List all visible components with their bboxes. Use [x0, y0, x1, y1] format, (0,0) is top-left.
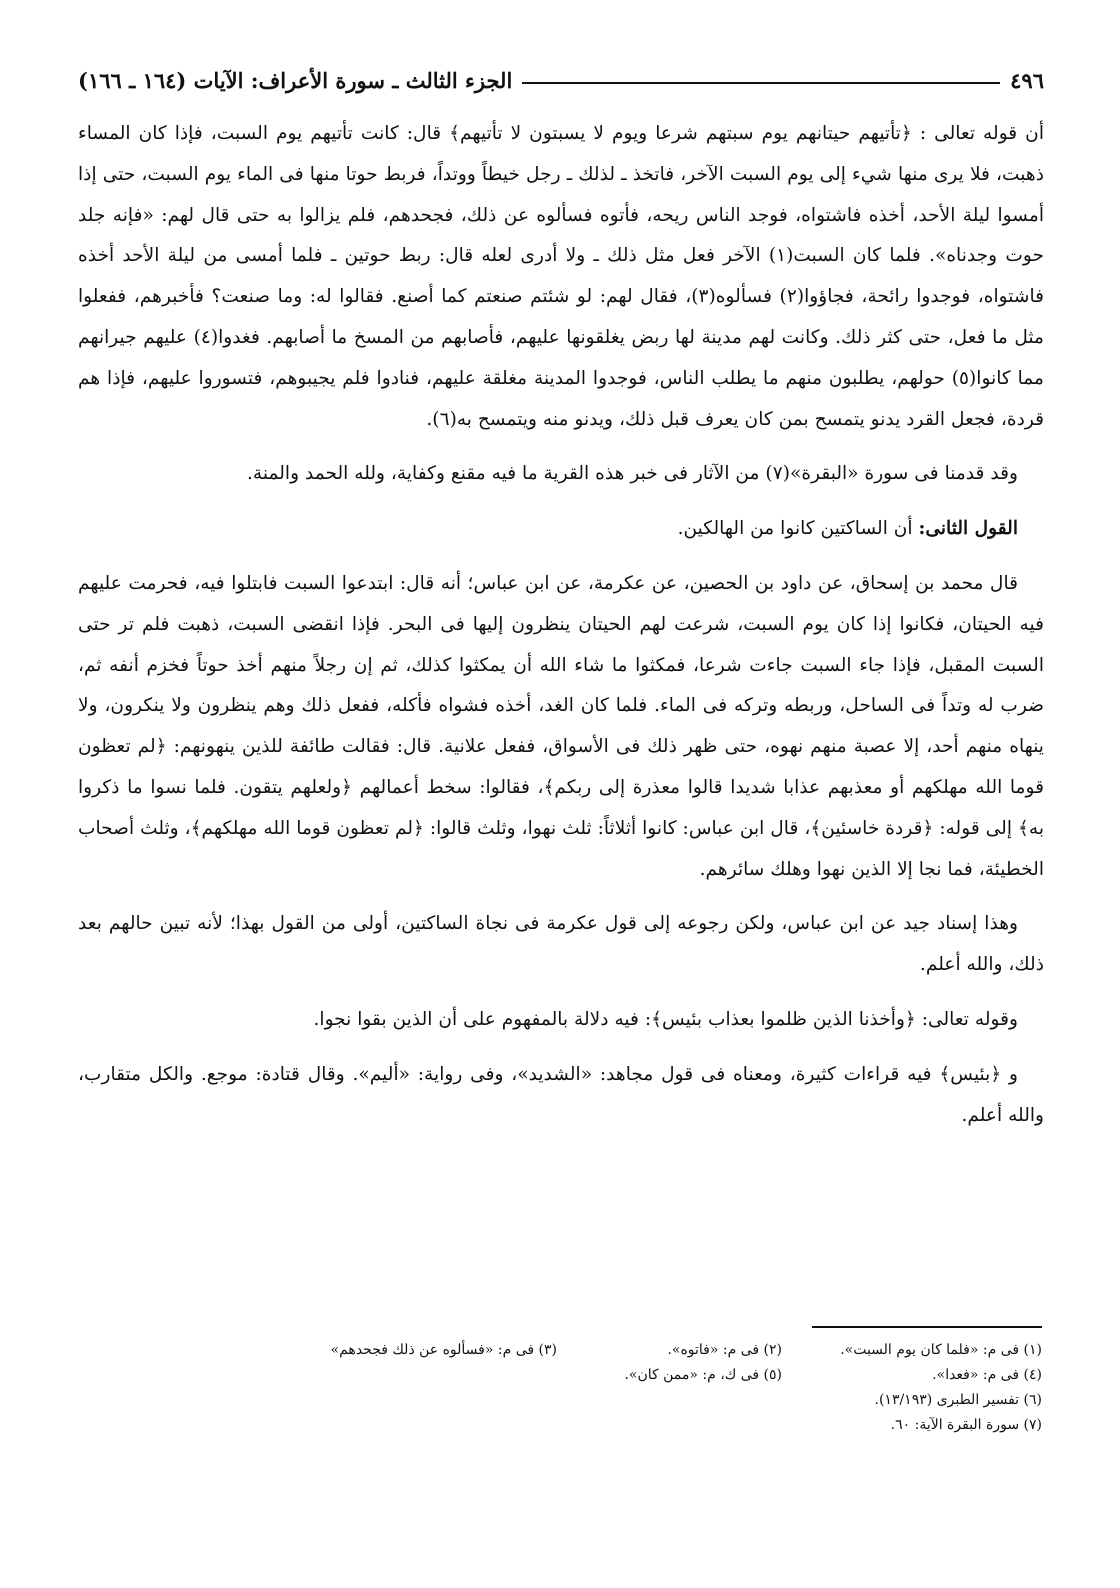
- footnote-7: (٧) سورة البقرة الآية: ٦٠.: [890, 1417, 1042, 1433]
- main-text: [78, 114, 1044, 1150]
- paragraph-2: وقد قدمنا فى سورة «البقرة»(٧) من الآثار فى خبر هذه القرية ما فيه مقنع وكفاية، ولله الحمد والمنة.: [247, 463, 1018, 485]
- paragraph-5: وهذا إسناد جيد عن ابن عباس، ولكن رجوعه إلى قول عكرمة فى نجاة الساكتين، أولى من القول بهذا؛ لأنه تبين حالهم بعد ذلك، والله أعلم.: [78, 913, 1044, 976]
- footnote-rule: [812, 1326, 1042, 1328]
- footnote-2: (٢) فى م: «فاتوه».: [667, 1342, 782, 1358]
- footnote-4: (٤) فى م: «فعدا».: [932, 1367, 1042, 1383]
- footnotes: [142, 1338, 1042, 1438]
- footnote-5: (٥) فى ك، م: «ممن كان».: [624, 1367, 782, 1383]
- paragraph-1: أن قوله تعالى : ﴿تأتيهم حيتانهم يوم سبتهم شرعا ويوم لا يسبتون لا تأتيهم﴾ قال: كانت تأتيهم يوم السبت، فإذا كان المساء ذهبت، فلا يرى منها شيء إلى يوم السبت الآخر، فاتخذ ـ لذلك ـ رجل خيطاً ووتداً، فربط حوتا منها فى الماء يوم السبت، حتى إذا أمسوا ليلة الأحد، أخذه فاشتواه، فوجد الناس ريحه، فأتوه فسألوه عن ذلك، فجحدهم، فلم يزالوا به حتى قال لهم: «فإنه جلد حوت وجدناه». فلما كان السبت(١) الآخر فعل مثل ذلك ـ ولا أدرى لعله قال: ربط حوتين ـ فلما أمسى من ليلة الأحد أخذه فاشتواه، فوجدوا رائحة، فجاؤوا(٢) فسألوه(٣)، فقال لهم: لو شئتم صنعتم كما أصنع. فقالوا له: وما صنعت؟ فأخبرهم، ففعلوا مثل ما فعل، حتى كثر ذلك. وكانت لهم مدينة لها ربض يغلقونها عليهم، فأصابهم من المسخ ما أصابهم. فغدوا(٤) عليهم جيرانهم مما كانوا(٥) حولهم، يطلبون منهم ما يطلب الناس، فوجدوا المدينة مغلقة عليهم، فنادوا فلم يجيبوهم، فتسوروا عليهم، فإذا هم قردة، فجعل القرد يدنو يتمسح بمن كان يعرف قبل ذلك، ويدنو منه ويتمسح به(٦).: [78, 123, 1044, 430]
- footnote-row: [142, 1413, 1042, 1438]
- paragraph-4: قال محمد بن إسحاق، عن داود بن الحصين، عن عكرمة، عن ابن عباس؛ أنه قال: ابتدعوا السبت فابتلوا فيه، فحرمت عليهم فيه الحيتان، فكانوا إذا كان يوم السبت، شرعت لهم الحيتان ينظرون إليها فى البحر. فإذا انقضى السبت، ذهبت فلم تر حتى السبت المقبل، فإذا جاء السبت جاءت شرعا، فمكثوا ما شاء الله أن يمكثوا كذلك، ثم إن رجلاً منهم أخذ حوتاً فخزم أنفه ثم، ضرب له وتداً فى الساحل، وربطه وتركه فى الماء. فلما كان الغد، أخذه فشواه فأكله، ففعل ذلك وهم ينظرون ولا ينكرون، ولا ينهاه منهم أحد، إلا عصبة منهم نهوه، حتى ظهر ذلك فى الأسواق، ففعل علانية. قال: فقالت طائفة للذين ينهونهم: ﴿لم تعظون قوما الله مهلكهم أو معذبهم عذابا شديدا قالوا معذرة إلى ربكم﴾، فقالوا: سخط أعمالهم ﴿ولعلهم يتقون. فلما نسوا ما ذكروا به﴾ إلى قوله: ﴿قردة خاسئين﴾، قال ابن عباس: كانوا أثلاثاً: ثلث نهوا، وثلث قالوا: ﴿لم تعظون قوما الله مهلكهم﴾، وثلث أصحاب الخطيئة، فما نجا إلا الذين نهوا وهلك سائرهم.: [78, 572, 1044, 880]
- footnote-row: [142, 1388, 1042, 1413]
- page-number: ٤٩٦: [1010, 67, 1044, 93]
- running-title: الجزء الثالث ـ سورة الأعراف: الآيات (١٦٤ ـ ١٦٦): [78, 67, 513, 93]
- paragraph-7: و ﴿بئيس﴾ فيه قراءات كثيرة، ومعناه فى قول مجاهد: «الشديد»، وفى رواية: «أليم». وقال قتادة: موجع. والكل متقارب، والله أعلم.: [78, 1063, 1044, 1126]
- header-rule: [522, 82, 1000, 84]
- footnote-3: (٣) فى م: «فسألوه عن ذلك فجحدهم»: [330, 1342, 557, 1358]
- footnote-row: [142, 1363, 1042, 1388]
- footnote-1: (١) فى م: «فلما كان يوم السبت».: [840, 1342, 1042, 1358]
- footnote-row: [142, 1338, 1042, 1363]
- footnote-6: (٦) تفسير الطبرى (١٣/١٩٣).: [874, 1392, 1042, 1408]
- page-header: [78, 62, 1044, 98]
- paragraph-3: [78, 509, 1044, 550]
- section-heading: القول الثانى:: [918, 518, 1018, 540]
- section-heading-text: أن الساكتين كانوا من الهالكين.: [677, 518, 919, 540]
- paragraph-6: وقوله تعالى: ﴿وأخذنا الذين ظلموا بعذاب بئيس﴾: فيه دلالة بالمفهوم على أن الذين بقوا نجوا.: [313, 1008, 1018, 1030]
